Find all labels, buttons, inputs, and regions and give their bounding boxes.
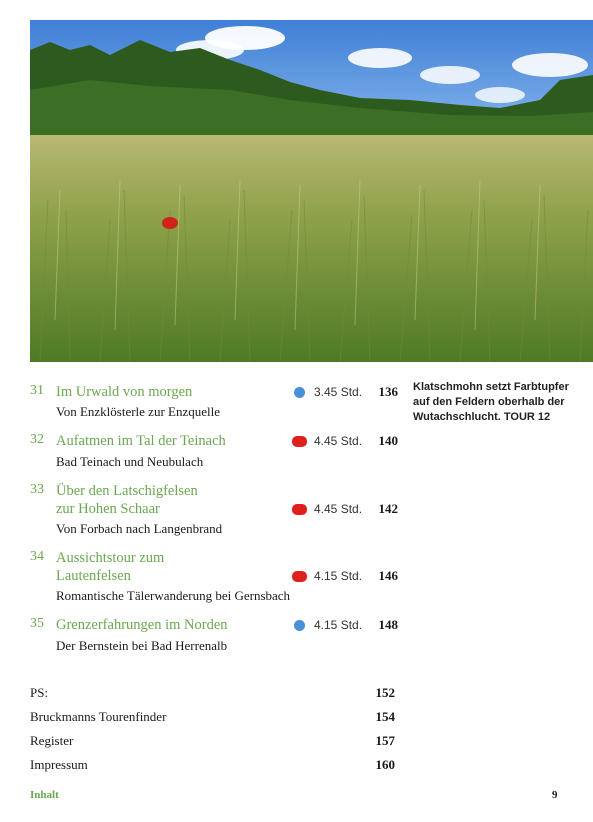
tour-duration: 4.15 Std. [314, 569, 363, 583]
extra-label: Register [30, 733, 74, 748]
difficulty-dot-icon [292, 571, 307, 582]
tour-meta [292, 567, 404, 585]
tour-meta [292, 616, 404, 634]
tour-meta [292, 432, 404, 450]
tour-page-number: 146 [378, 568, 398, 583]
tour-entry-35[interactable] [30, 616, 400, 656]
difficulty-dot-icon [294, 387, 305, 398]
extra-page-number: 154 [375, 709, 395, 724]
difficulty-dot-icon [292, 436, 307, 447]
tour-subtitle: Von Forbach nach Langenbrand [56, 521, 223, 536]
extra-page-number: 157 [375, 733, 395, 748]
extra-label: PS: [30, 685, 49, 700]
tour-entry-34[interactable] [30, 549, 400, 607]
tour-duration: 4.45 Std. [314, 434, 363, 448]
footer-page-number: 9 [552, 789, 558, 801]
landscape-photo [30, 20, 593, 362]
difficulty-dot-icon [292, 504, 307, 515]
tour-subtitle: Der Bernstein bei Bad Herrenalb [56, 638, 228, 653]
extra-entry[interactable] [30, 733, 395, 753]
tour-page-number: 142 [378, 501, 398, 516]
extra-label: Impressum [30, 757, 88, 772]
tour-entry-32[interactable] [30, 432, 400, 472]
tour-title: Aufatmen im Tal der Teinach [56, 433, 226, 449]
tour-subtitle: Von Enzklösterle zur Enzquelle [56, 404, 221, 419]
tour-number: 32 [30, 432, 44, 447]
difficulty-dot-icon [294, 620, 305, 631]
tour-meta [292, 500, 404, 518]
tour-title: Im Urwald von morgen [56, 384, 193, 400]
tour-title-line-1: Über den Latschigfelsen [56, 483, 198, 499]
tour-title-line-1: Aussichtstour zum [56, 550, 165, 566]
extra-entry[interactable] [30, 757, 395, 777]
tour-meta [292, 383, 404, 401]
tour-duration: 4.45 Std. [314, 502, 363, 516]
tour-entry-33[interactable] [30, 482, 400, 540]
tour-number: 33 [30, 482, 44, 497]
tour-duration: 4.15 Std. [314, 618, 363, 632]
extra-page-number: 152 [375, 685, 395, 700]
extra-entry[interactable] [30, 685, 395, 705]
tour-subtitle: Romantische Tälerwanderung bei Gernsbach [56, 588, 291, 603]
tour-page-number: 136 [378, 384, 398, 399]
extra-entry[interactable] [30, 709, 395, 729]
footer-section-name: Inhalt [30, 789, 59, 801]
tour-page-number: 148 [378, 617, 398, 632]
extra-label: Bruckmanns Tourenfinder [30, 709, 167, 724]
tour-title-line-2: Lautenfelsen [56, 568, 131, 584]
tour-entry-31[interactable] [30, 383, 400, 423]
tour-title-line-2: zur Hohen Schaar [56, 501, 160, 517]
tour-subtitle: Bad Teinach und Neubulach [56, 454, 204, 469]
tour-number: 35 [30, 616, 44, 631]
tour-title: Grenzerfahrungen im Norden [56, 617, 228, 633]
tour-duration: 3.45 Std. [314, 385, 363, 399]
tour-number: 34 [30, 549, 44, 564]
tour-page-number: 140 [378, 433, 398, 448]
photo-caption: Klatschmohn setzt Farbtupfer auf den Feldern oberhalb der Wutachschlucht. TOUR 12 [413, 381, 569, 423]
tour-number: 31 [30, 383, 44, 398]
extra-page-number: 160 [375, 757, 395, 772]
